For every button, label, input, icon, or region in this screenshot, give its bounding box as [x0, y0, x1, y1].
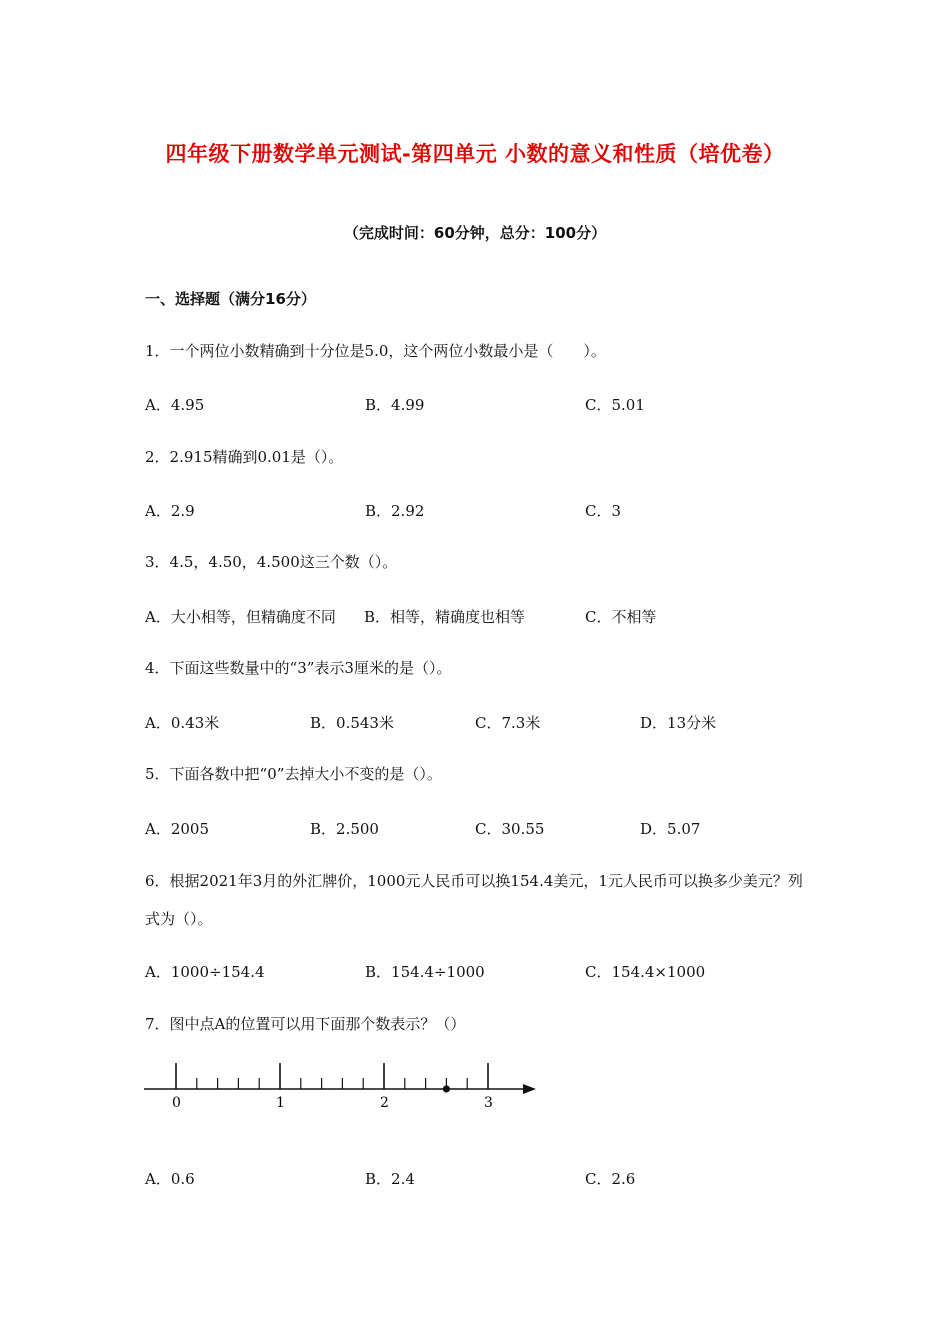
- tick-label: 2: [380, 1095, 389, 1111]
- number-line-figure: [140, 1055, 550, 1115]
- arrow-head-icon: [523, 1084, 536, 1094]
- options-6: [145, 961, 845, 985]
- option-c: C．5.01: [585, 396, 645, 414]
- option-b: B．相等，精确度也相等: [364, 608, 526, 626]
- option-c: C．3: [585, 502, 622, 520]
- options-3: [145, 606, 845, 630]
- option-b: B．2.92: [365, 502, 425, 520]
- option-a: A．2.9: [145, 502, 195, 520]
- option-b: B．2.4: [365, 1170, 415, 1188]
- exam-info: （完成时间：60分钟，总分：100分）: [343, 224, 607, 242]
- options-2: [145, 500, 845, 524]
- point-a-marker: [443, 1085, 450, 1092]
- option-b: B．0.543米: [310, 714, 394, 732]
- option-a: A．1000÷154.4: [145, 963, 265, 981]
- options-1: [145, 394, 845, 418]
- option-a: A．大小相等，但精确度不同: [145, 608, 336, 626]
- option-a: A．0.6: [145, 1170, 195, 1188]
- option-c: C．2.6: [585, 1170, 636, 1188]
- option-c: C．不相等: [585, 608, 657, 626]
- tick-label: 1: [276, 1095, 285, 1111]
- question-1: 1．一个两位小数精确到十分位是5.0，这个两位小数最小是（ ）。: [145, 342, 606, 360]
- question-4: 4．下面这些数量中的“3”表示3厘米的是（）。: [145, 659, 452, 677]
- question-3: 3．4.5，4.50，4.500这三个数（）。: [145, 553, 398, 571]
- options-5: [145, 818, 845, 842]
- tick-label: 0: [172, 1095, 181, 1111]
- option-a: A．2005: [145, 820, 210, 838]
- question-7: 7．图中点A的位置可以用下面那个数表示？（）: [145, 1015, 466, 1033]
- section-heading: 一、选择题（满分16分）: [145, 290, 316, 308]
- question-2: 2．2.915精确到0.01是（）。: [145, 448, 344, 466]
- option-b: B．154.4÷1000: [365, 963, 485, 981]
- option-c: C．154.4×1000: [585, 963, 706, 981]
- option-b: B．2.500: [310, 820, 379, 838]
- option-c: C．7.3米: [475, 714, 541, 732]
- question-6: 6．根据2021年3月的外汇牌价，1000元人民币可以换154.4美元，1元人民币可以换多少美元？列式为（）。: [145, 872, 803, 928]
- options-7: [145, 1168, 845, 1192]
- page-title: 四年级下册数学单元测试-第四单元 小数的意义和性质（培优卷）: [165, 142, 785, 166]
- option-a: A．0.43米: [145, 714, 220, 732]
- option-a: A．4.95: [145, 396, 205, 414]
- option-c: C．30.55: [475, 820, 545, 838]
- options-4: [145, 712, 845, 736]
- option-d: D．5.07: [640, 820, 701, 838]
- question-5: 5．下面各数中把“0”去掉大小不变的是（）。: [145, 765, 442, 783]
- tick-label: 3: [484, 1095, 493, 1111]
- option-b: B．4.99: [365, 396, 425, 414]
- option-d: D．13分米: [640, 714, 717, 732]
